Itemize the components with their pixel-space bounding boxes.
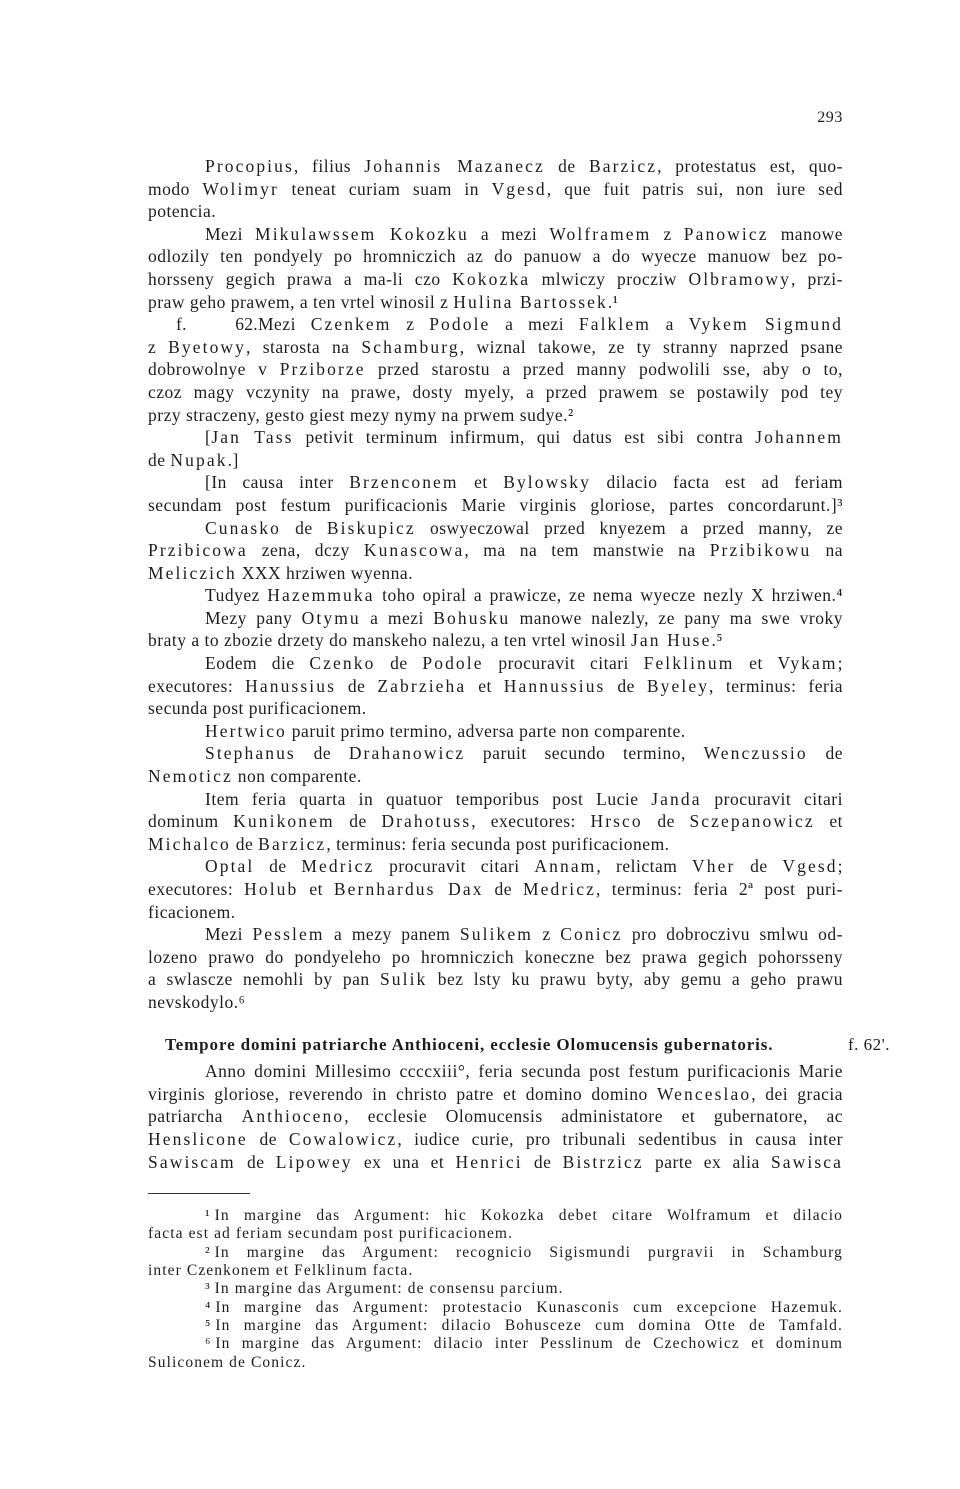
text-run: , terminus: feria secunda post purificacionem.	[326, 833, 670, 854]
spaced-name: Wenczussio	[703, 743, 808, 764]
footnote-line	[148, 1262, 843, 1280]
page-number: 293	[817, 109, 843, 126]
text-run: secunda post purificacionem.	[148, 698, 367, 719]
footnote-mark: ²	[205, 1243, 210, 1261]
text-run: manowe	[768, 223, 843, 244]
spaced-name: Vher	[692, 856, 736, 877]
footnote-line	[148, 1280, 843, 1298]
paragraph	[148, 742, 843, 787]
text-run: de	[483, 879, 523, 899]
text-run: , dei gracia	[751, 1083, 843, 1104]
spaced-name: Annam	[534, 856, 597, 877]
paragraph	[148, 855, 843, 923]
paragraph	[148, 584, 843, 607]
spaced-name: Felklinum	[643, 653, 735, 674]
text-run: de	[522, 1151, 563, 1172]
text-line	[148, 471, 843, 494]
spaced-name: Cunasko	[205, 517, 281, 538]
spaced-name: Czenko	[309, 653, 376, 674]
spaced-name: Sawisca	[770, 1151, 843, 1172]
text-run: et	[466, 675, 504, 696]
text-run: pro dobroczivu smlwu od-	[622, 924, 843, 945]
text-line	[148, 946, 843, 969]
spaced-name: Procopius	[205, 156, 294, 176]
text-line	[148, 1105, 843, 1128]
text-run: non comparente.	[232, 766, 362, 787]
text-run: a	[650, 314, 689, 335]
footnote-line	[148, 1299, 843, 1317]
spaced-name: Zabrzieha	[377, 675, 467, 696]
text-line	[148, 404, 843, 427]
text-run: .]	[227, 449, 239, 470]
footnote-line	[148, 1317, 843, 1335]
spaced-name: Sczepanowicz	[689, 811, 815, 832]
spaced-name: Sulik	[379, 969, 428, 990]
footnote-line	[148, 1335, 843, 1353]
text-run: , iudice curie, pro tribunali sedentibus in causa inter	[397, 1128, 843, 1149]
text-run: ;	[837, 856, 843, 877]
text-run: petivit terminum infirmum, qui datus est sibi contra	[293, 427, 756, 448]
spaced-name: Hannussius	[503, 675, 606, 696]
spaced-name: Bernhardus Dax	[333, 879, 484, 899]
paragraph	[148, 788, 843, 856]
text-run: mlwiczy procziw	[530, 268, 689, 289]
footnote-text: In margine das Argument: hic Kokozka debet citare Wolframum et dilacio	[214, 1207, 843, 1225]
spaced-name: Sawiscam	[148, 1151, 236, 1172]
margin-folio-reference: f. 62'.	[848, 1034, 890, 1054]
text-run: et	[298, 879, 334, 899]
text-line	[148, 788, 843, 811]
section-heading	[148, 1034, 890, 1057]
spaced-name: Schamburg	[361, 336, 460, 357]
text-run: procuravit citari	[374, 856, 535, 877]
text-line	[148, 155, 843, 178]
text-run: , protestatus est, quo-	[657, 156, 843, 176]
text-line	[148, 1083, 843, 1106]
text-run: Item feria quarta in quatuor temporibus post Lucie	[205, 788, 652, 809]
text-run: z	[532, 924, 561, 945]
text-run: z	[148, 336, 169, 357]
paragraph	[148, 1060, 843, 1173]
text-run: , wiznal takowe, ze ty stranny naprzed psane	[459, 336, 843, 357]
spaced-name: Byeley	[646, 675, 710, 696]
text-line	[148, 629, 843, 652]
text-run: de	[335, 675, 378, 696]
footnote-text: In margine das Argument: protestacio Kunasconis cum excepcione Hazemuk.	[215, 1298, 843, 1316]
footnote-text: In margine das Argument: dilacio Bohusceze cum domina Otte de Tamfald.	[215, 1316, 843, 1334]
spaced-name: Medricz	[301, 856, 375, 877]
spaced-name: Przibicowa	[148, 540, 248, 561]
text-run: [	[205, 427, 212, 448]
text-line	[148, 1060, 843, 1083]
text-run: de	[334, 811, 382, 832]
text-run: przy straczeny, gesto giest mezy nymy na prwem sudye.²	[148, 404, 574, 425]
paragraph	[148, 426, 843, 471]
spaced-name: Brzenconem	[349, 472, 459, 493]
spaced-name: Henrici	[455, 1151, 523, 1172]
text-run: de	[230, 833, 259, 854]
footnote-mark: ⁶	[205, 1335, 211, 1353]
footnote-mark: ³	[205, 1280, 210, 1298]
text-line	[148, 245, 843, 268]
spaced-name: Kokozka	[452, 268, 531, 289]
text-run: , ma na tem manstwie na	[464, 540, 710, 561]
text-run: Eodem die	[205, 653, 310, 674]
text-line	[148, 1128, 843, 1151]
paragraph	[148, 223, 843, 313]
text-run: a mezi	[360, 607, 434, 628]
footnote-line	[148, 1225, 843, 1243]
text-run: przed starostu a przed manny podwolili sse, aby o to,	[365, 359, 843, 380]
text-line	[148, 223, 843, 246]
paragraph	[148, 607, 843, 652]
spaced-name: Johannis Mazanecz	[364, 156, 545, 176]
text-run: , que fuit patris sui, non iure sed	[546, 178, 844, 199]
spaced-name: Hertwico	[205, 720, 287, 741]
spaced-name: Wolframem	[549, 223, 652, 244]
footnote-mark: ⁵	[205, 1316, 211, 1334]
text-run: patriarcha	[148, 1106, 242, 1127]
text-run: zena, dczy	[247, 540, 364, 561]
text-line	[148, 991, 843, 1014]
text-run: de	[735, 856, 783, 877]
text-run: a mezi	[490, 314, 579, 335]
text-line	[148, 426, 843, 449]
text-run: paruit secundo termino,	[465, 743, 704, 764]
spaced-name: Hazemmuka	[267, 585, 375, 606]
text-run: et	[814, 811, 843, 832]
text-run: odlozily ten pondyely po hromniczich az do panuow a do wyecze manuow bez po-	[148, 246, 843, 267]
text-run: Mezi	[205, 924, 253, 945]
text-run: braty a to zbozie drzety do manskeho nalezu, a ten vrtel winosil	[148, 630, 631, 651]
text-run: de	[375, 653, 423, 674]
spaced-name: Vykam	[777, 653, 838, 674]
text-line	[148, 697, 843, 720]
entries-after-heading-block	[148, 1060, 843, 1173]
spaced-name: Pesslem	[252, 924, 325, 945]
heading-text: Tempore domini patriarche Anthioceni, ecclesie Olomucensis gubernatoris.	[165, 1034, 774, 1054]
text-run: bez lsty ku prawu byty, aby gemu a geho prawu	[427, 969, 843, 990]
text-run: de	[254, 856, 302, 877]
spaced-name: Biskupicz	[326, 517, 416, 538]
text-line	[148, 720, 843, 743]
spaced-name: Otymu	[301, 607, 361, 628]
text-run: , executores:	[471, 811, 591, 832]
text-run: executores:	[148, 879, 245, 899]
text-run: manowe nalezly, ze pany ma swe vroky	[510, 607, 843, 628]
text-run: ficacionem.	[148, 901, 236, 922]
text-line	[148, 901, 843, 924]
footnote-text: facta est ad feriam secundam post purificacionem.	[148, 1225, 514, 1243]
spaced-name: Vgesd	[491, 178, 547, 199]
text-line	[148, 652, 843, 675]
spaced-name: Prziborze	[279, 359, 366, 380]
spaced-name: Optal	[205, 856, 255, 877]
text-run: horsseny gegich prawa a ma-li czo	[148, 268, 453, 289]
spaced-name: Byetowy	[168, 336, 247, 357]
text-run: de	[280, 517, 327, 538]
text-run: z	[391, 314, 430, 335]
text-run: ;	[837, 653, 843, 674]
footnote	[148, 1317, 843, 1335]
text-line	[148, 291, 843, 314]
text-run: de	[247, 1128, 289, 1149]
spaced-name: Drahotuss	[381, 811, 472, 832]
spaced-name: Conicz	[560, 924, 623, 945]
spaced-name: Drahanowicz	[348, 743, 466, 764]
text-line	[148, 517, 843, 540]
text-line	[148, 178, 843, 201]
spaced-name: Barzicz	[258, 833, 327, 854]
text-run: , relictam	[596, 856, 693, 877]
text-line	[148, 313, 843, 336]
spaced-name: Kunascowa	[363, 540, 465, 561]
text-run: z	[651, 223, 684, 244]
text-run: a mezy panem	[324, 924, 460, 945]
footnote-rule	[148, 1193, 250, 1194]
text-run: lozeno prawo do pondyeleho po hromniczich koneczne bez prawa gegich pohorsseny	[148, 946, 843, 967]
text-line	[148, 1151, 843, 1174]
text-run: praw geho prawem, a ten vrtel winosil z	[148, 291, 454, 312]
spaced-name: Przibikowu	[709, 540, 812, 561]
text-line	[148, 562, 843, 585]
text-line	[148, 381, 843, 404]
footnote-text: In margine das Argument: dilacio inter Pesslinum de Czechowicz et dominum	[215, 1335, 843, 1353]
text-line	[148, 584, 843, 607]
text-run: de	[605, 675, 647, 696]
footnote-text: inter Czenkonem et Felklinum facta.	[148, 1262, 414, 1280]
spaced-name: Medricz	[522, 879, 596, 899]
text-run: ex una et	[352, 1151, 456, 1172]
spaced-name: Jan Huse	[630, 630, 712, 651]
spaced-name: Wenceslao	[656, 1083, 752, 1104]
text-run: de	[235, 1151, 276, 1172]
spaced-name: Barzicz	[588, 156, 658, 176]
spaced-name: Bohusku	[433, 607, 511, 628]
text-line	[148, 855, 843, 878]
text-run: , terminus: feria 2ª post puri-	[595, 879, 843, 899]
spaced-name: Stephanus	[205, 743, 296, 764]
spaced-name: Jan Tass	[211, 427, 294, 448]
spaced-name: Nupak	[170, 449, 228, 470]
text-run: , starosta na	[246, 336, 362, 357]
text-line	[148, 607, 843, 630]
text-run: de	[544, 156, 589, 176]
spaced-name: Vgesd	[782, 856, 838, 877]
spaced-name: Podole	[422, 653, 484, 674]
footnote-mark: ¹	[205, 1207, 210, 1225]
spaced-name: Bistrzicz	[562, 1151, 644, 1172]
text-run: procuravit citari	[701, 788, 843, 809]
text-run: toho opiral a prawicze, ze nema wyecze nezly X hrziwen.⁴	[374, 585, 843, 606]
text-run: virginis gloriose, reverendo in christo patre et domino domino	[148, 1083, 657, 1104]
paragraph	[148, 471, 843, 516]
text-run: procuravit citari	[483, 653, 644, 674]
text-run: dobrowolnye v	[148, 359, 280, 380]
text-run: et	[734, 653, 778, 674]
spaced-name: Mikulawssem Kokozku	[255, 223, 469, 244]
footnote-line	[148, 1244, 843, 1262]
spaced-name: Bylowsky	[503, 472, 591, 493]
text-line	[148, 200, 843, 223]
spaced-name: Nemoticz	[148, 766, 233, 787]
text-run: parte ex alia	[643, 1151, 771, 1172]
text-column	[148, 155, 890, 1372]
footnote-text: Suliconem de Conicz.	[148, 1353, 307, 1371]
text-run: Mezy pany	[205, 607, 302, 628]
footnote-line	[148, 1354, 843, 1372]
text-line	[148, 765, 843, 788]
text-run: , filius	[293, 156, 365, 176]
footnote-text: In margine das Argument: recognicio Sigismundi purgravii in Schamburg	[214, 1243, 843, 1261]
text-line	[148, 336, 843, 359]
spaced-name: Henslicone	[148, 1128, 248, 1149]
text-run: Tudyez	[205, 585, 268, 606]
paragraph	[148, 313, 843, 426]
footnote	[148, 1244, 843, 1281]
text-line	[148, 358, 843, 381]
text-run: teneat curiam suam in	[278, 178, 492, 199]
text-run: Mezi	[205, 223, 256, 244]
footnote	[148, 1299, 843, 1317]
text-line	[148, 833, 843, 856]
text-run: .⁵	[711, 630, 723, 651]
paragraph	[148, 155, 843, 223]
entries-block	[148, 155, 843, 1014]
spaced-name: Lipowey	[275, 1151, 353, 1172]
text-run: , ecclesie Olomucensis administatore et gubernatore, ac	[344, 1106, 844, 1127]
text-run: de	[148, 449, 171, 470]
spaced-name: Olbramowy	[688, 268, 791, 289]
text-line	[148, 968, 843, 991]
text-run: na	[811, 540, 843, 561]
text-run: , przi-	[790, 268, 843, 289]
spaced-name: Kunikonem	[233, 811, 335, 832]
text-run: [In causa inter	[205, 472, 350, 493]
footnote	[148, 1280, 843, 1298]
folio-reference: f. 62.	[176, 314, 258, 335]
text-line	[148, 810, 843, 833]
footnote-mark: ⁴	[205, 1298, 211, 1316]
text-run: dominum	[148, 811, 234, 832]
footnote-line	[148, 1207, 843, 1225]
paragraph	[148, 652, 843, 720]
spaced-name: Meliczich	[148, 562, 237, 583]
text-line	[148, 742, 843, 765]
text-run: de	[807, 743, 843, 764]
paragraph	[148, 923, 843, 1013]
text-run: dilacio facta est ad feriam	[590, 472, 843, 493]
text-run: .¹	[607, 291, 619, 312]
spaced-name: Cowalowicz	[288, 1128, 398, 1149]
text-run: modo	[148, 178, 203, 199]
footnote-text: In margine das Argument: de consensu parcium.	[214, 1280, 564, 1298]
text-run: de	[295, 743, 349, 764]
text-run: potencia.	[148, 201, 217, 222]
text-line	[148, 268, 843, 291]
text-line	[148, 539, 843, 562]
text-line	[148, 675, 843, 698]
spaced-name: Vykem Sigmund	[688, 314, 843, 335]
spaced-name: Holub	[244, 879, 299, 899]
text-run: czoz magy vczynity na prawe, dosty myely, a przed prawem se postawily pod tey	[148, 381, 843, 402]
text-line	[148, 494, 843, 517]
spaced-name: Wolimyr	[202, 178, 279, 199]
spaced-name: Czenkem	[310, 314, 392, 335]
spaced-name: Panowicz	[683, 223, 769, 244]
text-run: Anno domini Millesimo ccccxiii°, feria secunda post festum purificacionis Marie	[205, 1061, 843, 1082]
text-run: paruit primo termino, adversa parte non comparente.	[286, 720, 686, 741]
spaced-name: Johannem	[755, 427, 843, 448]
spaced-name: Hrsco	[590, 811, 643, 832]
spaced-name: Sulikem	[459, 924, 533, 945]
spaced-name: Falklem	[578, 314, 651, 335]
footnote	[148, 1207, 843, 1244]
spaced-name: Hulina Bartossek	[453, 291, 608, 312]
spaced-name: Janda	[651, 788, 702, 809]
spaced-name: Michalco	[148, 833, 231, 854]
text-line	[148, 878, 843, 901]
footnote	[148, 1335, 843, 1372]
spaced-name: Podole	[429, 314, 491, 335]
paragraph	[148, 517, 843, 585]
text-run: a swlascze nemohli by pan	[148, 969, 380, 990]
text-run: executores:	[148, 675, 246, 696]
text-run: secundam post festum purificacionis Marie virginis gloriose, partes concordarunt.]³	[148, 494, 843, 515]
spaced-name: Anthioceno	[241, 1106, 345, 1127]
footnotes-block	[148, 1207, 843, 1372]
paragraph	[148, 720, 843, 743]
text-run: , terminus: feria	[709, 675, 843, 696]
text-run: XXX hrziwen wyenna.	[236, 562, 414, 583]
text-run: nevskodylo.⁶	[148, 991, 246, 1012]
text-run: de	[642, 811, 690, 832]
text-run: Mezi	[258, 314, 311, 335]
spaced-name: Hanussius	[245, 675, 336, 696]
text-run: oswyeczowal przed knyezem a przed manny, ze	[415, 517, 843, 538]
text-line	[148, 923, 843, 946]
text-run: et	[458, 472, 504, 493]
text-run: a mezi	[468, 223, 550, 244]
text-line	[148, 449, 843, 472]
